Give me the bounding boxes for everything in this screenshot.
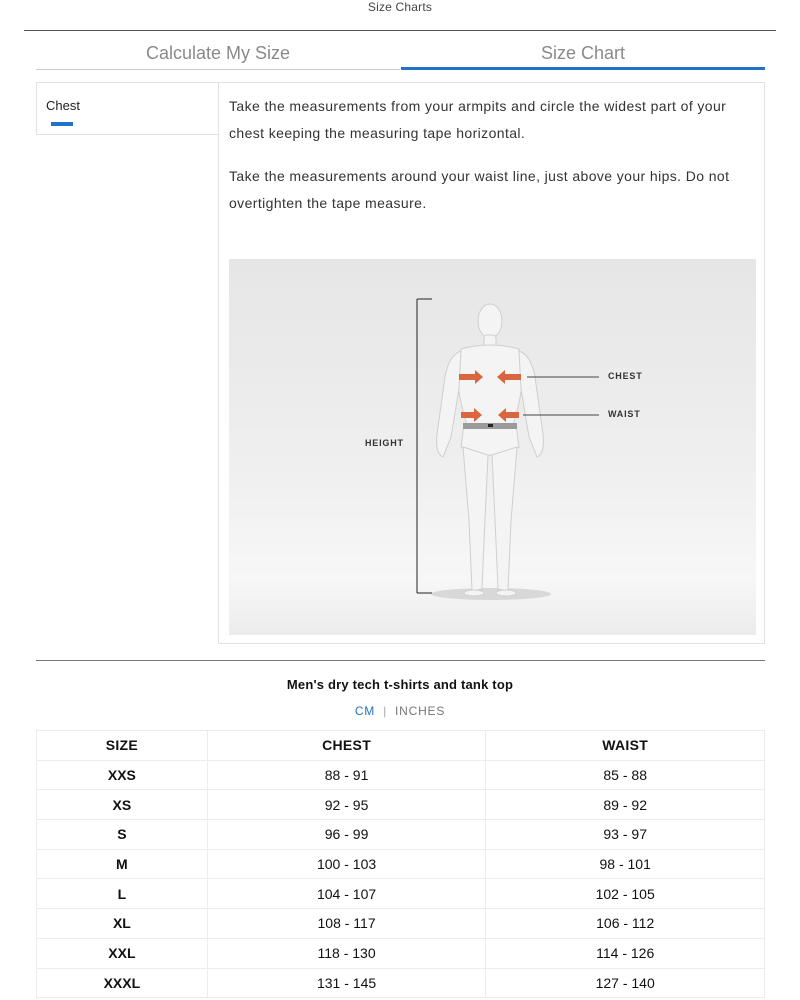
size-cell: L (37, 879, 208, 909)
header-size: SIZE (37, 731, 208, 761)
measure-tab-chest[interactable] (36, 82, 219, 135)
size-table (36, 730, 765, 998)
active-tab-indicator (51, 122, 73, 126)
tab-size-chart[interactable]: Size Chart (401, 40, 765, 70)
table-row (37, 849, 765, 879)
unit-toggle (0, 704, 800, 718)
waist-label: WAIST (608, 409, 641, 419)
mannequin-illustration (229, 259, 756, 635)
waist-instructions: Take the measurements around your waist line, just above your hips. Do not overtighten the tape measure. (229, 168, 730, 211)
page-title: Size Charts (367, 0, 433, 14)
waist-cell: 93 - 97 (486, 820, 765, 850)
size-cell: XXXL (37, 968, 208, 998)
waist-cell: 89 - 92 (486, 790, 765, 820)
table-row (37, 760, 765, 790)
chest-cell: 104 - 107 (207, 879, 486, 909)
chest-cell: 118 - 130 (207, 938, 486, 968)
size-cell: XS (37, 790, 208, 820)
table-row (37, 879, 765, 909)
chest-cell: 131 - 145 (207, 968, 486, 998)
table-row (37, 790, 765, 820)
waist-cell: 98 - 101 (486, 849, 765, 879)
waist-cell: 85 - 88 (486, 760, 765, 790)
waist-cell: 127 - 140 (486, 968, 765, 998)
chest-cell: 108 - 117 (207, 909, 486, 939)
waist-cell: 106 - 112 (486, 909, 765, 939)
section-divider (36, 660, 765, 661)
size-cell: XXS (37, 760, 208, 790)
chest-label: CHEST (608, 371, 643, 381)
table-row (37, 820, 765, 850)
unit-inches-option[interactable]: INCHES (395, 704, 446, 718)
header-chest: CHEST (207, 731, 486, 761)
size-cell: M (37, 849, 208, 879)
body-measurement-figure (229, 259, 756, 635)
measure-tab-label: Chest (46, 98, 80, 113)
chest-cell: 96 - 99 (207, 820, 486, 850)
size-tabs (36, 40, 765, 70)
waist-cell: 114 - 126 (486, 938, 765, 968)
size-cell: XL (37, 909, 208, 939)
table-title: Men's dry tech t-shirts and tank top (286, 677, 514, 692)
chest-cell: 100 - 103 (207, 849, 486, 879)
measurement-content (218, 82, 765, 644)
unit-separator: | (383, 704, 388, 718)
chest-cell: 92 - 95 (207, 790, 486, 820)
size-cell: S (37, 820, 208, 850)
chest-cell: 88 - 91 (207, 760, 486, 790)
height-label: HEIGHT (365, 438, 404, 448)
unit-cm-option[interactable]: CM (354, 704, 376, 718)
table-header-row (37, 731, 765, 761)
table-row (37, 938, 765, 968)
waist-cell: 102 - 105 (486, 879, 765, 909)
table-row (37, 968, 765, 998)
header-waist: WAIST (486, 731, 765, 761)
size-cell: XXL (37, 938, 208, 968)
tab-calculate-my-size[interactable]: Calculate My Size (36, 40, 400, 70)
chest-instructions: Take the measurements from your armpits and circle the widest part of your chest keeping the measuring tape horizontal. (229, 98, 727, 141)
title-divider (24, 30, 776, 31)
measurement-panel (36, 82, 765, 644)
table-row (37, 909, 765, 939)
